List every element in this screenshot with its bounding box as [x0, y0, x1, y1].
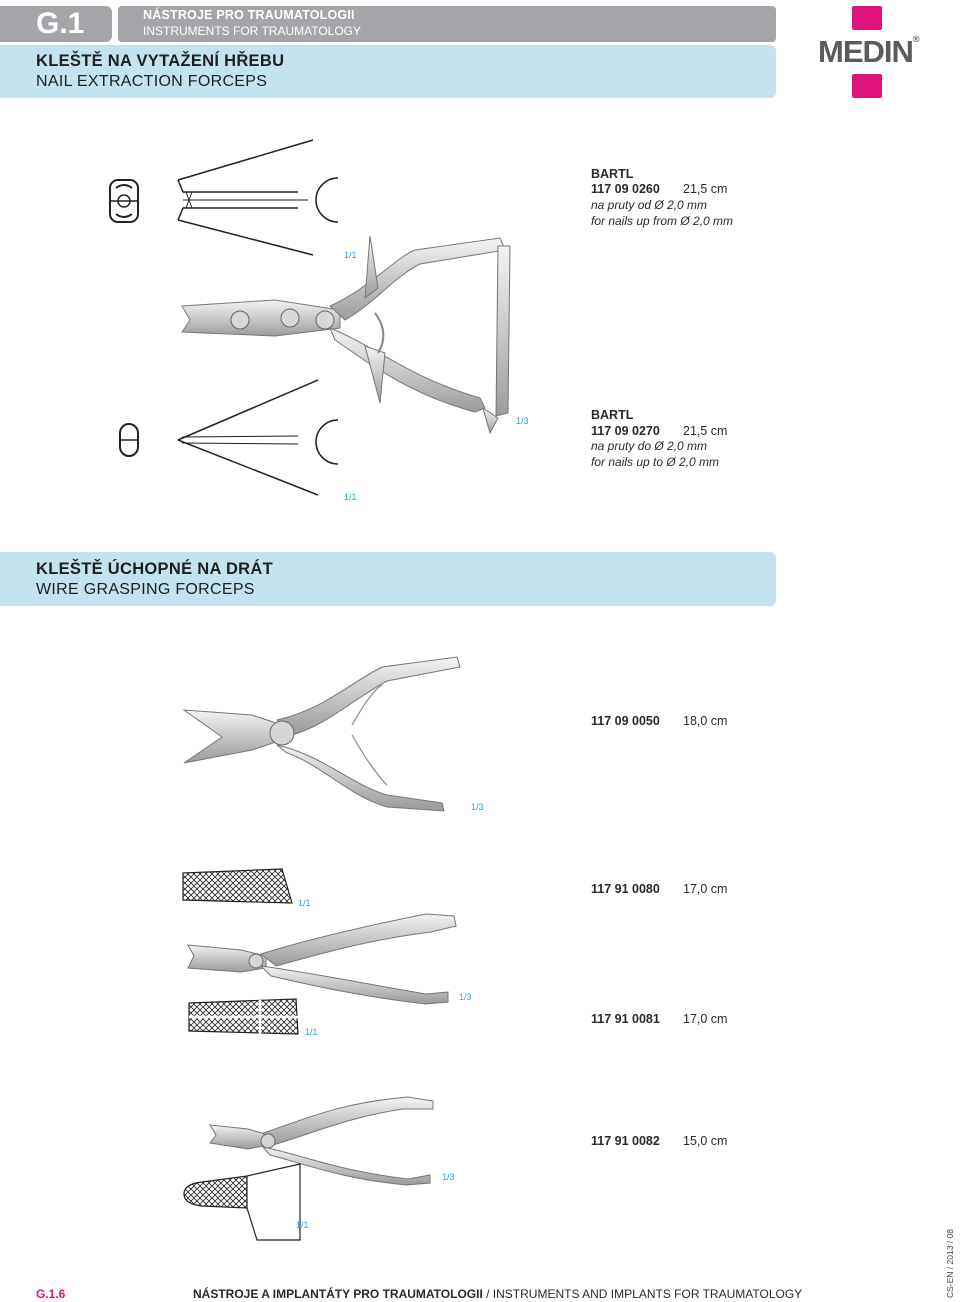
jaw-profile-0260-drawing	[108, 178, 140, 224]
product-note-cz: na pruty do Ø 2,0 mm	[591, 439, 708, 453]
scale-label: 1/1	[344, 492, 357, 502]
product-brand: BARTL	[591, 167, 634, 181]
wire-grasping-forceps-0050-photo	[182, 655, 467, 810]
scale-label: 1/3	[471, 802, 484, 812]
product-code: 117 09 0050	[591, 714, 660, 728]
product-code: 117 91 0081	[591, 1012, 660, 1026]
category-title-en: INSTRUMENTS FOR TRAUMATOLOGY	[143, 24, 362, 38]
product-size: 17,0 cm	[683, 882, 728, 896]
product-code: 117 91 0082	[591, 1134, 660, 1148]
scale-label: 1/3	[442, 1172, 455, 1182]
product-size: 18,0 cm	[683, 714, 728, 728]
product-size: 15,0 cm	[683, 1134, 728, 1148]
chapter-badge: G.1	[0, 6, 112, 42]
jaw-detail-0270-drawing	[178, 380, 348, 495]
scale-label: 1/1	[305, 1027, 318, 1037]
medin-logo: MEDIN®	[818, 34, 919, 69]
wire-grasping-forceps-0080-photo	[186, 910, 461, 1010]
product-size: 21,5 cm	[683, 424, 728, 438]
page-number: G.1.6	[36, 1287, 66, 1301]
product-note-en: for nails up from Ø 2,0 mm	[591, 214, 734, 228]
category-title-cz: NÁSTROJE PRO TRAUMATOLOGII	[143, 8, 355, 22]
product-size: 17,0 cm	[683, 1012, 728, 1026]
section-title-cz: KLEŠTĚ NA VYTAŽENÍ HŘEBU	[36, 52, 285, 70]
document-code: CS-EN / 2013 / 08	[945, 1229, 955, 1298]
footer-text: NÁSTROJE A IMPLANTÁTY PRO TRAUMATOLOGII / INSTRUMENTS AND IMPLANTS FOR TRAUMATOLOGY	[193, 1287, 803, 1301]
scale-label: 1/1	[296, 1220, 309, 1230]
product-code: 117 09 0260	[591, 182, 660, 196]
product-note-en: for nails up to Ø 2,0 mm	[591, 455, 720, 469]
product-code: 117 09 0270	[591, 424, 660, 438]
section-title-en: NAIL EXTRACTION FORCEPS	[36, 73, 268, 90]
section2-title-en: WIRE GRASPING FORCEPS	[36, 581, 255, 598]
jaw-profile-0270-drawing	[118, 422, 140, 458]
product-note-cz: na pruty od Ø 2,0 mm	[591, 198, 708, 212]
scale-label: 1/1	[344, 250, 357, 260]
scale-label: 1/3	[516, 416, 529, 426]
product-brand: BARTL	[591, 408, 634, 422]
product-size: 21,5 cm	[683, 182, 728, 196]
section2-title-cz: KLEŠTĚ ÚCHOPNÉ NA DRÁT	[36, 560, 273, 578]
jaw-pattern-0080-drawing	[182, 868, 294, 904]
scale-label: 1/1	[298, 898, 311, 908]
scale-label: 1/3	[459, 992, 472, 1002]
product-code: 117 91 0080	[591, 882, 660, 896]
jaw-pattern-0081-drawing	[188, 998, 300, 1036]
jaw-pattern-0082-drawing	[182, 1162, 307, 1242]
